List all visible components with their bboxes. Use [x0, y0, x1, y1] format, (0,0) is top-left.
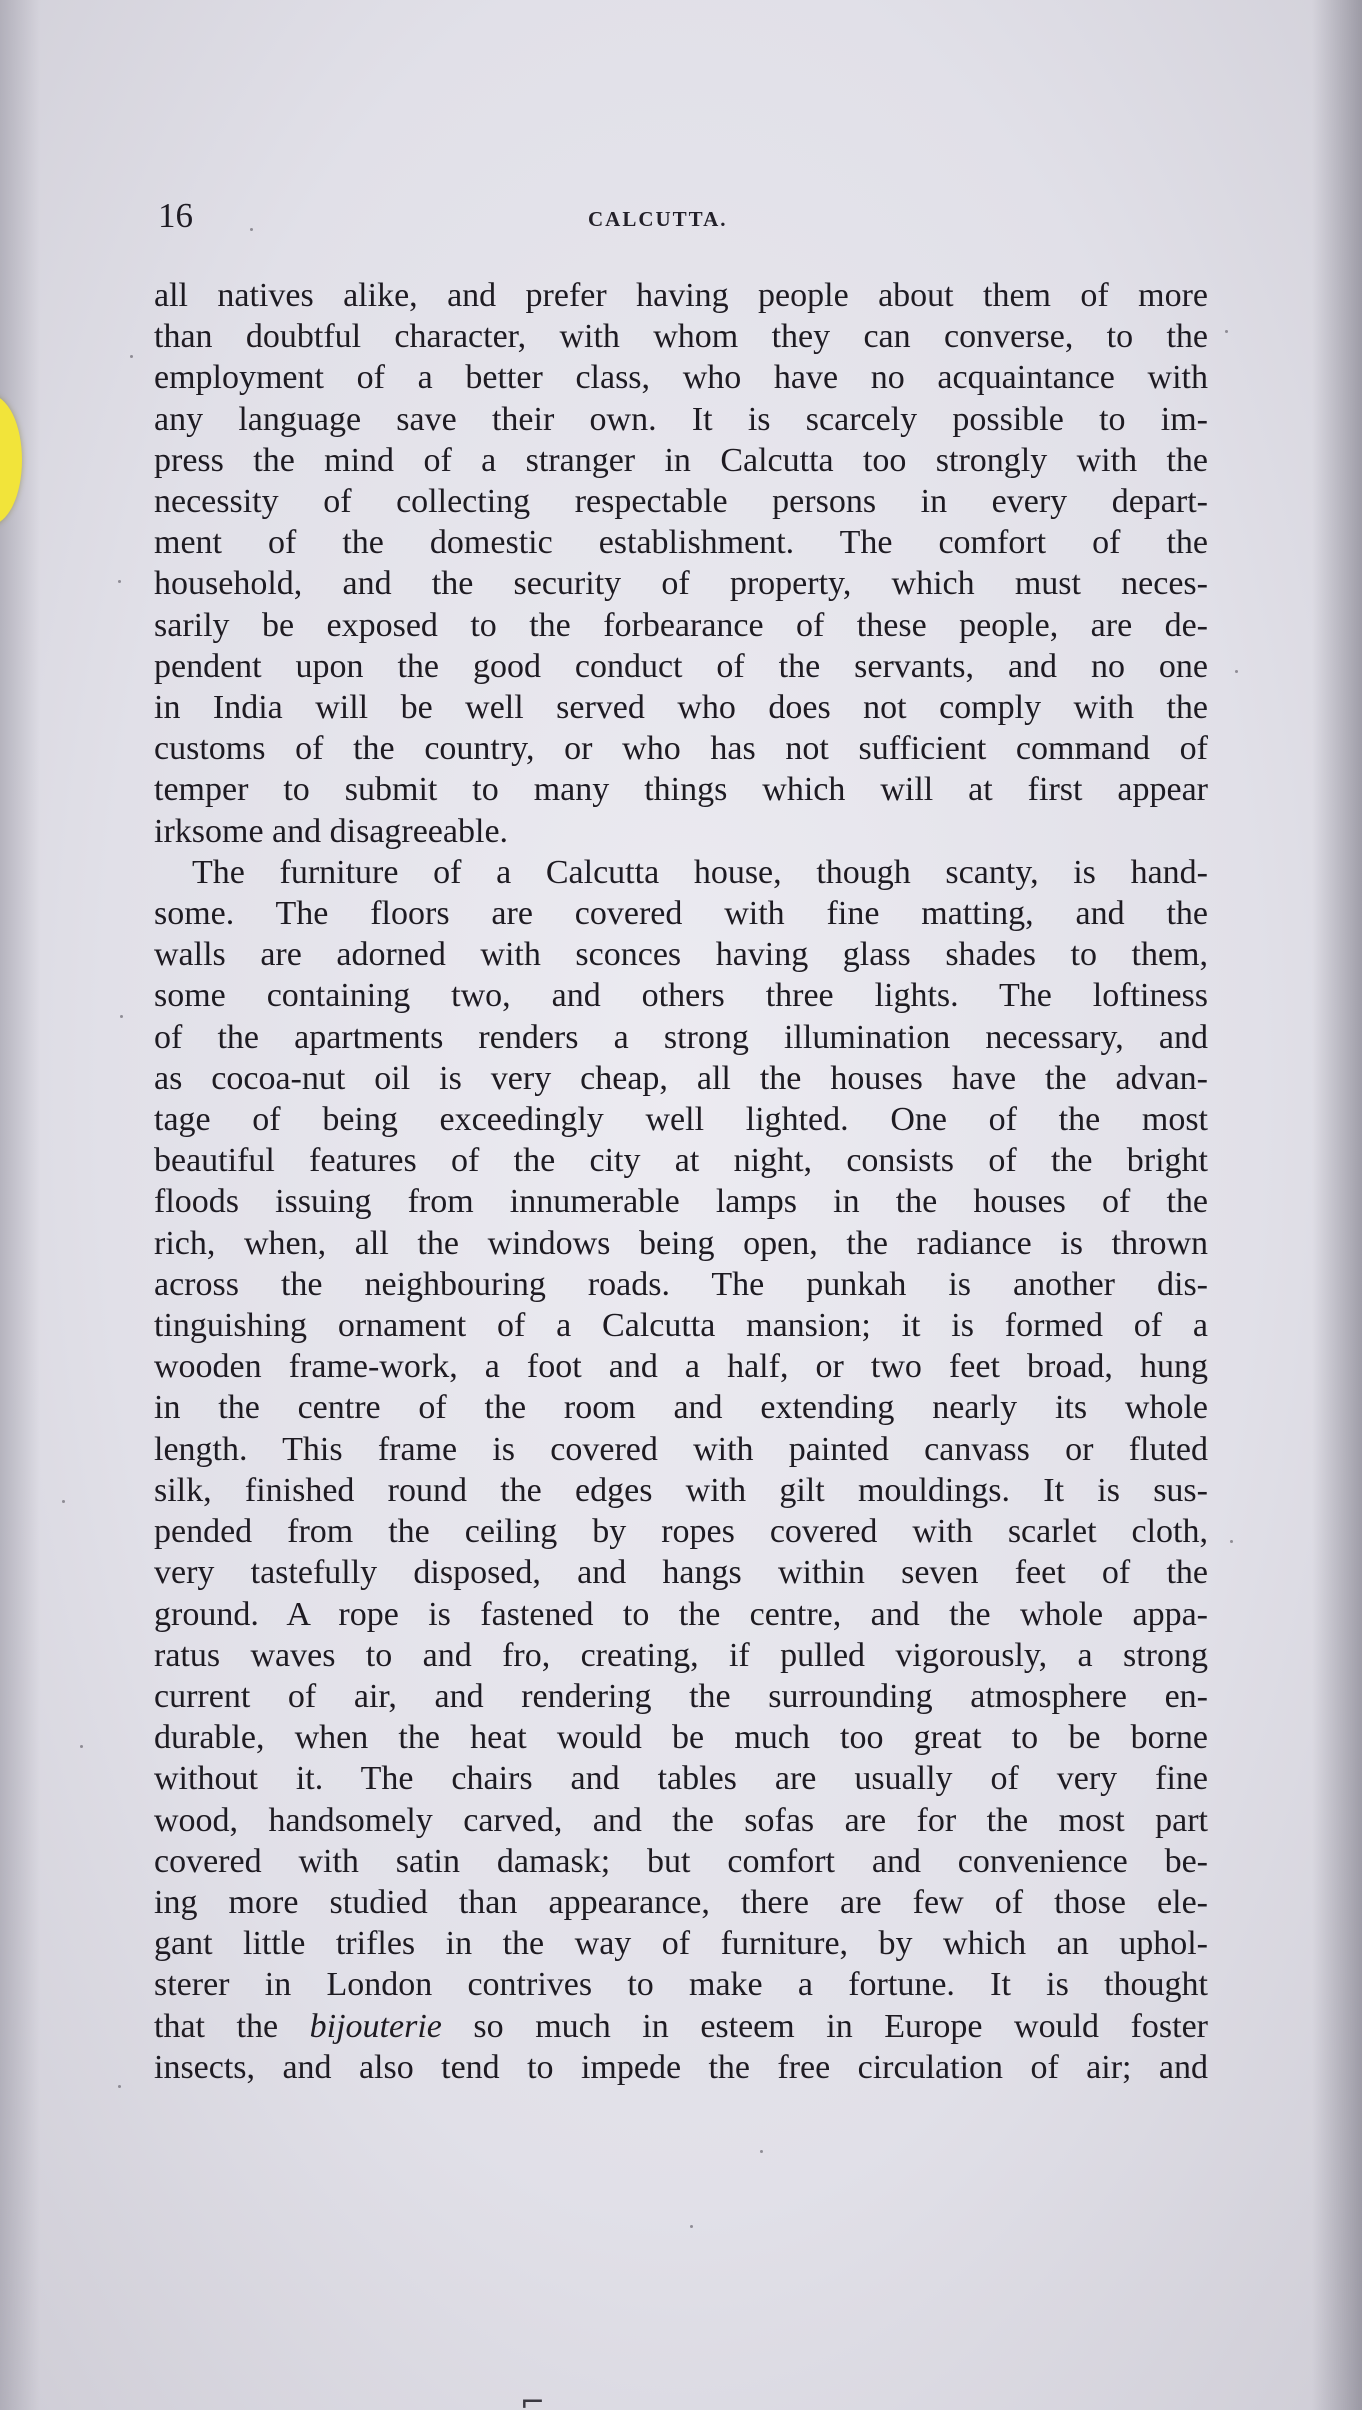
text-line: tage of being exceedingly well lighted. One of the most: [154, 1101, 1208, 1139]
text-line: tinguishing ornament of a Calcutta mansion; it is formed of a: [154, 1307, 1208, 1345]
text-line: household, and the security of property, which must neces-: [154, 565, 1208, 603]
text-line: durable, when the heat would be much too great to be borne: [154, 1719, 1208, 1757]
text-line: very tastefully disposed, and hangs within seven feet of the: [154, 1554, 1208, 1592]
text-line: ground. A rope is fastened to the centre, and the whole appa-: [154, 1595, 1208, 1633]
text-line: ratus waves to and fro, creating, if pulled vigorously, a strong: [154, 1636, 1208, 1674]
text-line: insects, and also tend to impede the free circulation of air; and: [154, 2048, 1208, 2086]
text-line: necessity of collecting respectable persons in every depart-: [154, 483, 1208, 521]
text-line: beautiful features of the city at night, consists of the bright: [154, 1142, 1208, 1180]
text-line: temper to submit to many things which will at first appear: [154, 771, 1208, 809]
text-line: silk, finished round the edges with gilt mouldings. It is sus-: [154, 1471, 1208, 1509]
text-line: some containing two, and others three lights. The loftiness: [154, 977, 1208, 1015]
text-line: employment of a better class, who have no acquaintance with: [154, 359, 1208, 397]
text-line: that the bijouterie so much in esteem in Europe would foster: [154, 2007, 1208, 2045]
text-line: across the neighbouring roads. The punkah is another dis-: [154, 1265, 1208, 1303]
text-line: in the centre of the room and extending nearly its whole: [154, 1389, 1208, 1427]
text-line: sarily be exposed to the forbearance of these people, are de-: [154, 606, 1208, 644]
body-text: [154, 275, 1208, 2125]
text-line: of the apartments renders a strong illumination necessary, and: [154, 1018, 1208, 1056]
text-line: than doubtful character, with whom they can converse, to the: [154, 318, 1208, 356]
bottom-mark-glyph: ⌐: [520, 2385, 546, 2410]
text-line: irksome and disagreeable.: [154, 812, 509, 850]
text-line: rich, when, all the windows being open, the radiance is thrown: [154, 1224, 1208, 1262]
text-line: in India will be well served who does not comply with the: [154, 689, 1208, 727]
text-line: wooden frame-work, a foot and a half, or two feet broad, hung: [154, 1348, 1208, 1386]
text-line: some. The floors are covered with fine matting, and the: [154, 895, 1208, 933]
text-line: walls are adorned with sconces having glass shades to them,: [154, 936, 1208, 974]
page-edge-shadow: [1312, 0, 1362, 2410]
text-line: press the mind of a stranger in Calcutta too strongly with the: [154, 441, 1208, 479]
text-line: covered with satin damask; but comfort and convenience be-: [154, 1842, 1208, 1880]
text-line: floods issuing from innumerable lamps in the houses of the: [154, 1183, 1208, 1221]
text-line: all natives alike, and prefer having people about them of more: [154, 277, 1208, 314]
text-line: customs of the country, or who has not sufficient command of: [154, 730, 1208, 768]
page-gutter-shadow: [0, 0, 40, 2410]
page-number: 16: [158, 196, 193, 235]
text-line: as cocoa-nut oil is very cheap, all the houses have the advan-: [154, 1059, 1208, 1097]
text-line: current of air, and rendering the surrounding atmosphere en-: [154, 1677, 1208, 1715]
text-line: gant little trifles in the way of furniture, by which an uphol-: [154, 1925, 1208, 1963]
italic-word: bijouterie: [309, 2007, 442, 2045]
text-line: pendent upon the good conduct of the servants, and no one: [154, 647, 1208, 685]
running-head: CALCUTTA.: [588, 207, 728, 231]
text-line: sterer in London contrives to make a fortune. It is thought: [154, 1966, 1208, 2004]
text-line: length. This frame is covered with painted canvass or fluted: [154, 1430, 1208, 1468]
text-line: ing more studied than appearance, there are few of those ele-: [154, 1883, 1208, 1921]
text-line: The furniture of a Calcutta house, though scanty, is hand-: [192, 853, 1208, 891]
text-line: wood, handsomely carved, and the sofas are for the most part: [154, 1801, 1208, 1839]
text-line: pended from the ceiling by ropes covered with scarlet cloth,: [154, 1513, 1208, 1551]
page-header: [158, 196, 1208, 244]
text-line: without it. The chairs and tables are usually of very fine: [154, 1760, 1208, 1798]
text-line: any language save their own. It is scarcely possible to im-: [154, 400, 1208, 438]
text-line: ment of the domestic establishment. The comfort of the: [154, 524, 1208, 562]
